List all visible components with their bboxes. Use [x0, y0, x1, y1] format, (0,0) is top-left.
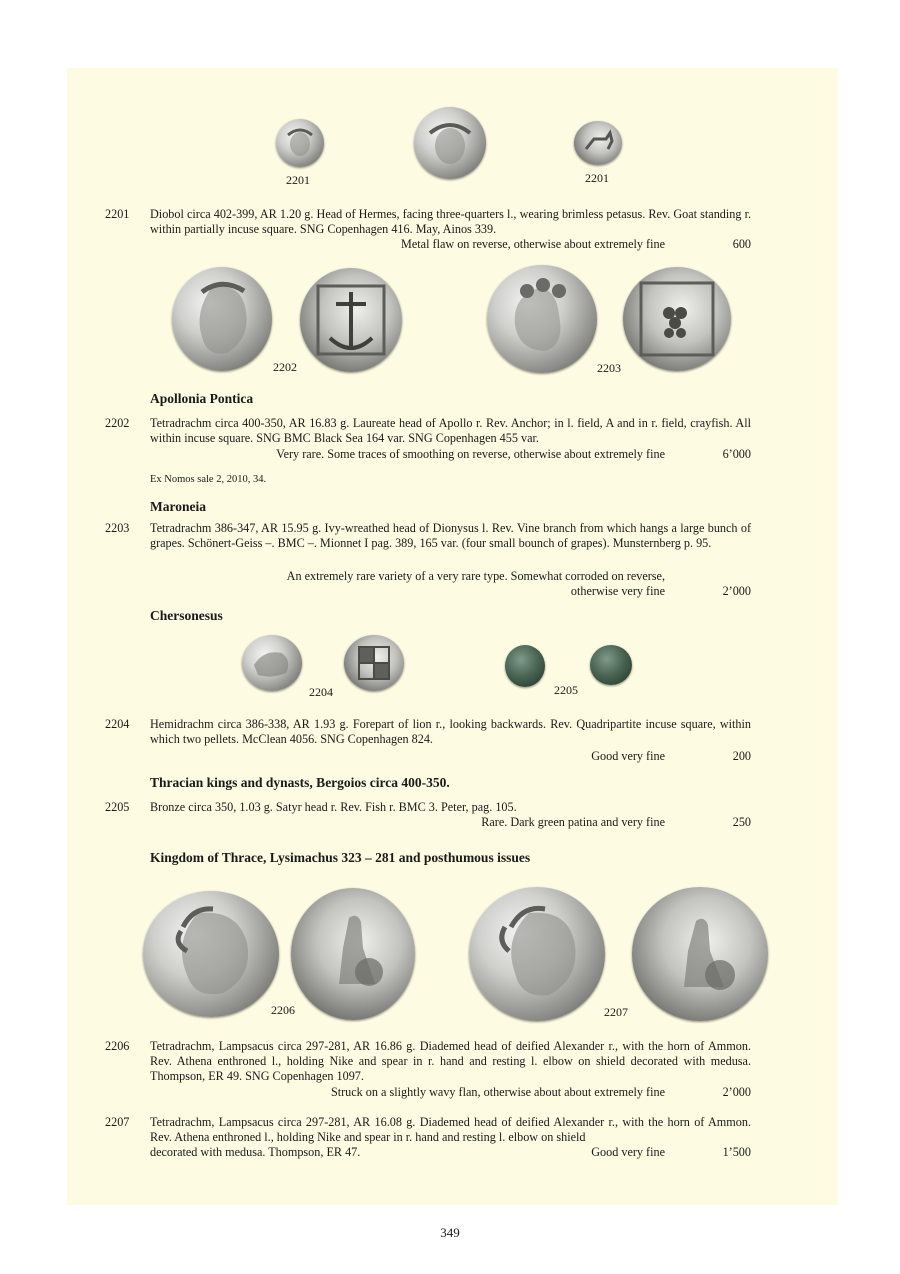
lot-description: Diobol circa 402-399, AR 1.20 g. Head of Hermes, facing three-quarters l., wearing brimless petasus. Rev. Goat standing r. within partially incuse square. SNG Copenhagen 416. May, Ainos 339.: [150, 207, 751, 236]
page-number: 349: [440, 1225, 460, 1240]
coin-2202-obverse-image: [172, 267, 272, 371]
lot-condition: Struck on a slightly wavy flan, otherwise about about extremely fine: [330, 1085, 665, 1099]
coin-2203-reverse-image: [623, 267, 731, 371]
lot-description-last-line: decorated with medusa. Thompson, ER 47.: [150, 1145, 361, 1159]
coin-2205-obverse-image: [505, 645, 545, 687]
lot-price: 1’500: [722, 1145, 751, 1159]
coin-caption: 2202: [273, 360, 297, 374]
lot-price: 2’000: [722, 584, 751, 598]
coin-2203-obverse-image: [487, 265, 597, 373]
lot-description: Tetradrachm, Lampsacus circa 297-281, AR 16.86 g. Diademed head of deified Alexander r., with the horn of Ammon. Rev. Athena enthroned l., holding Nike and spear in r. hand and resting l. elbow on shield decorated with medusa. Thompson, ER 49. SNG Copenhagen 1097.: [150, 1039, 751, 1083]
coin-2204-reverse-image: [344, 635, 404, 691]
provenance-note: Ex Nomos sale 2, 2010, 34.: [150, 474, 267, 485]
coin-caption: 2205: [554, 683, 578, 697]
lot-price: 6’000: [722, 447, 751, 461]
lot-price: 600: [732, 237, 751, 251]
section-heading: Maroneia: [150, 499, 206, 514]
section-heading: Kingdom of Thrace, Lysimachus 323 – 281 and posthumous issues: [150, 850, 531, 865]
coin-caption: 2203: [597, 361, 621, 375]
lot-number: 2204: [105, 717, 130, 731]
coin-2206-obverse-image: [143, 891, 279, 1017]
lot-price: 2’000: [722, 1085, 751, 1099]
lot-description: Tetradrachm circa 400-350, AR 16.83 g. Laureate head of Apollo r. Rev. Anchor; in l. field, A and in r. field, crayfish. All within incuse square. SNG BMC Black Sea 164 var. SNG Copenhagen 455 var.: [150, 416, 751, 445]
lot-description: Tetradrachm, Lampsacus circa 297-281, AR 16.08 g. Diademed head of deified Alexander r., with the horn of Ammon. Rev. Athena enthroned l., holding Nike and spear in r. hand and resting l. elbow on shield: [150, 1115, 751, 1144]
section-heading: Thracian kings and dynasts, Bergoios circa 400-350.: [150, 775, 450, 790]
lot-condition: Metal flaw on reverse, otherwise about extremely fine: [401, 237, 665, 251]
coin-2205-reverse-image: [590, 645, 632, 685]
coin-caption: 2207: [604, 1005, 628, 1019]
coin-2207-obverse-image: [469, 887, 605, 1021]
coin-caption: 2204: [309, 685, 333, 699]
lot-condition: Good very fine: [591, 1145, 665, 1159]
lot-number: 2207: [105, 1115, 130, 1129]
lot-number: 2206: [105, 1039, 130, 1053]
lot-condition: otherwise very fine: [570, 584, 665, 598]
lot-number: 2201: [105, 207, 130, 221]
lot-number: 2205: [105, 800, 130, 814]
lot-description: Bronze circa 350, 1.03 g. Satyr head r. Rev. Fish r. BMC 3. Peter, pag. 105.: [150, 800, 517, 814]
lot-price: 250: [732, 815, 751, 829]
coin-caption: 2201: [286, 173, 310, 187]
coin-2201-reverse-image: [574, 121, 622, 165]
coin-2207-reverse-image: [632, 887, 768, 1021]
lot-condition: Rare. Dark green patina and very fine: [481, 815, 665, 829]
coin-2206-reverse-image: [291, 888, 415, 1020]
lot-price: 200: [732, 749, 751, 763]
lot-condition: Good very fine: [591, 749, 665, 763]
coin-caption: 2206: [271, 1003, 295, 1017]
lot-number: 2202: [105, 416, 130, 430]
coin-2201-enlarged-image: [414, 107, 486, 179]
lot-number: 2203: [105, 521, 130, 535]
lot-condition: Very rare. Some traces of smoothing on reverse, otherwise about extremely fine: [276, 447, 665, 461]
lot-description: Hemidrachm circa 386-338, AR 1.93 g. Forepart of lion r., looking backwards. Rev. Quadripartite incuse square, within which two pellets. McClean 4056. SNG Copenhagen 824.: [150, 717, 751, 746]
lot-description: Tetradrachm 386-347, AR 15.95 g. Ivy-wreathed head of Dionysus l. Rev. Vine branch from which hangs a large bunch of grapes. Schönert-Geiss –. BMC –. Mionnet I pag. 389, 165 var. (four small bounch of grapes). Munsternberg p. 95.: [150, 521, 751, 550]
coin-caption: 2201: [585, 171, 609, 185]
coin-2204-obverse-image: [242, 635, 302, 691]
lot-condition-note: An extremely rare variety of a very rare type. Somewhat corroded on reverse,: [286, 569, 665, 583]
coin-2202-reverse-image: [300, 268, 402, 372]
coin-2201-obverse-image: [276, 119, 324, 167]
section-heading: Apollonia Pontica: [150, 391, 254, 406]
section-heading: Chersonesus: [150, 608, 223, 623]
